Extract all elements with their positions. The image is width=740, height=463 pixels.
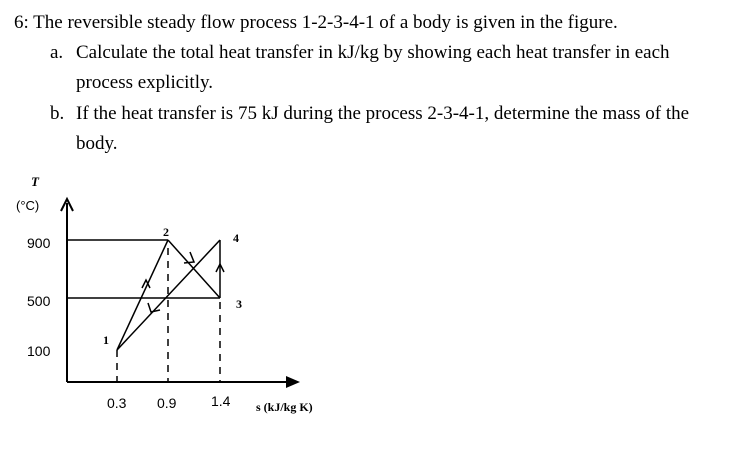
part-a-line2: process explicitly. [76,72,214,93]
part-b-marker: b. [50,103,65,124]
problem-heading: 6: The reversible steady flow process 1-2-3-4-1 of a body is given in the figure. [14,12,618,33]
x-axis [67,376,300,388]
state-3-label: 3 [236,297,242,311]
y-tick-100: 100 [27,343,51,359]
y-tick-900: 900 [27,235,51,251]
reference-lines [67,240,220,298]
part-a-line1: Calculate the total heat transfer in kJ/kg by showing each heat transfer in each [76,42,670,63]
x-tick-1.4: 1.4 [211,393,231,409]
direction-arrows [142,252,224,312]
state-4-label: 4 [233,231,239,245]
state-2-label: 2 [163,225,169,239]
y-axis-symbol: T [31,174,39,189]
x-tick-0.3: 0.3 [107,395,127,411]
part-a-marker: a. [50,42,64,63]
part-b-line1: If the heat transfer is 75 kJ during the process 2-3-4-1, determine the mass of the [76,103,690,124]
y-axis [61,199,73,382]
part-b-line2: body. [76,133,118,154]
x-tick-0.9: 0.9 [157,395,177,411]
process-path [117,240,220,350]
state-1-label: 1 [103,333,109,347]
x-axis-label: s (kJ/kg K) [256,400,313,414]
y-tick-500: 500 [27,293,51,309]
y-axis-unit: (°C) [16,198,40,213]
